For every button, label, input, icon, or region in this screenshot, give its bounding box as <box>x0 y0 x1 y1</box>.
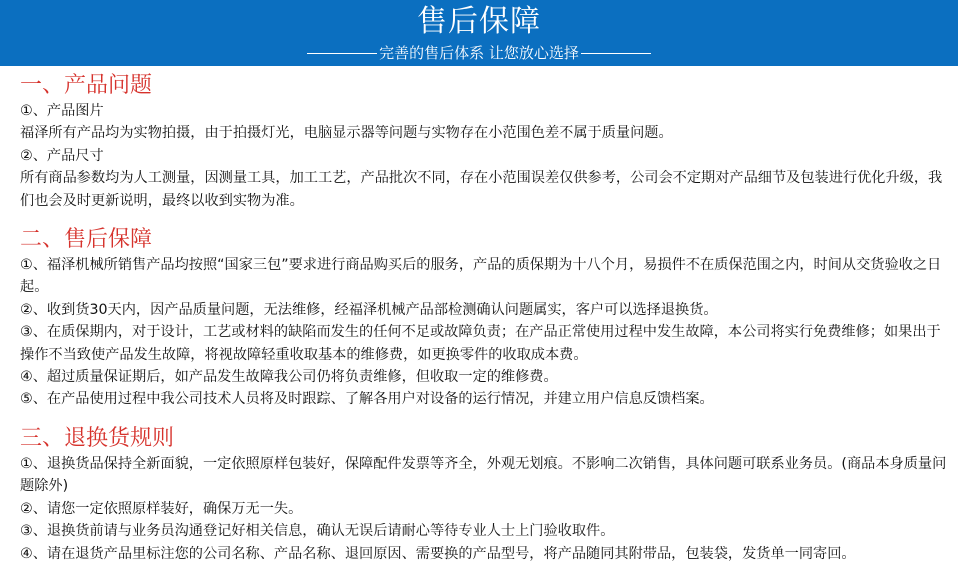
section-line: ③、在质保期内，对于设计，工艺或材料的缺陷而发生的任何不足或故障负责；在产品正常使用过程中发生故障，本公司将实行免费维修；如果出于操作不当致使产品发生故障，将视故障轻重收取基本的维修费，如更换零件的收取成本费。 <box>20 324 941 363</box>
page-subtitle-row <box>0 43 958 63</box>
subtitle-left-rule <box>307 53 377 54</box>
section-line: ⑤、在产品使用过程中我公司技术人员将及时跟踪、了解各用户对设备的运行情况，并建立用户信息反馈档案。 <box>20 391 714 408</box>
section-title: 一、产品问题 <box>20 73 153 98</box>
section-title: 二、售后保障 <box>20 227 153 253</box>
page-title: 售后保障 <box>417 4 541 39</box>
section-line: ①、福泽机械所销售产品均按照“国家三包”要求进行商品购买后的服务，产品的质保期为十八个月，易损件不在质保范围之内，时间从交货验收之日起。 <box>20 257 942 296</box>
section-line: ④、超过质量保证期后，如产品发生故障我公司仍将负责维修，但收取一定的维修费。 <box>20 369 558 386</box>
page-subtitle: 完善的售后体系 让您放心选择 <box>379 44 579 62</box>
section-line: ②、收到货30天内，因产品质量问题，无法维修，经福泽机械产品部检测确认问题属实，客户可以选择退换货。 <box>20 301 718 318</box>
content-area <box>0 66 958 565</box>
subtitle-right-rule <box>581 53 651 54</box>
section-line: ②、产品尺寸 <box>20 147 104 164</box>
section-line: ③、退换货前请与业务员沟通登记好相关信息，确认无误后请耐心等待专业人士上门验收取件。 <box>20 523 615 540</box>
section-returns <box>20 425 950 565</box>
section-after-sales <box>20 226 950 411</box>
section-product-issues <box>20 72 950 212</box>
section-line: ④、请在退货产品里标注您的公司名称、产品名称、退回原因、需要换的产品型号，将产品随同其附带品，包装袋，发货单一同寄回。 <box>20 545 856 562</box>
section-line: ②、请您一定依照原样装好，确保万无一失。 <box>20 500 303 517</box>
section-line: ①、退换货品保持全新面貌，一定依照原样包装好，保障配件发票等齐全，外观无划痕。不影响二次销售，具体问题可联系业务员。(商品本身质量问题除外) <box>20 455 947 495</box>
section-line: 所有商品参数均为人工测量，因测量工具，加工工艺，产品批次不同，存在小范围误差仅供参考，公司会不定期对产品细节及包装进行优化升级，我们也会及时更新说明，最终以收到实物为准。 <box>20 170 943 209</box>
section-line: 福泽所有产品均为实物拍摄，由于拍摄灯光，电脑显示器等问题与实物存在小范围色差不属于质量问题。 <box>20 125 673 142</box>
section-line: ①、产品图片 <box>20 103 104 119</box>
header-banner <box>0 0 958 66</box>
section-title: 三、退换货规则 <box>20 425 175 451</box>
